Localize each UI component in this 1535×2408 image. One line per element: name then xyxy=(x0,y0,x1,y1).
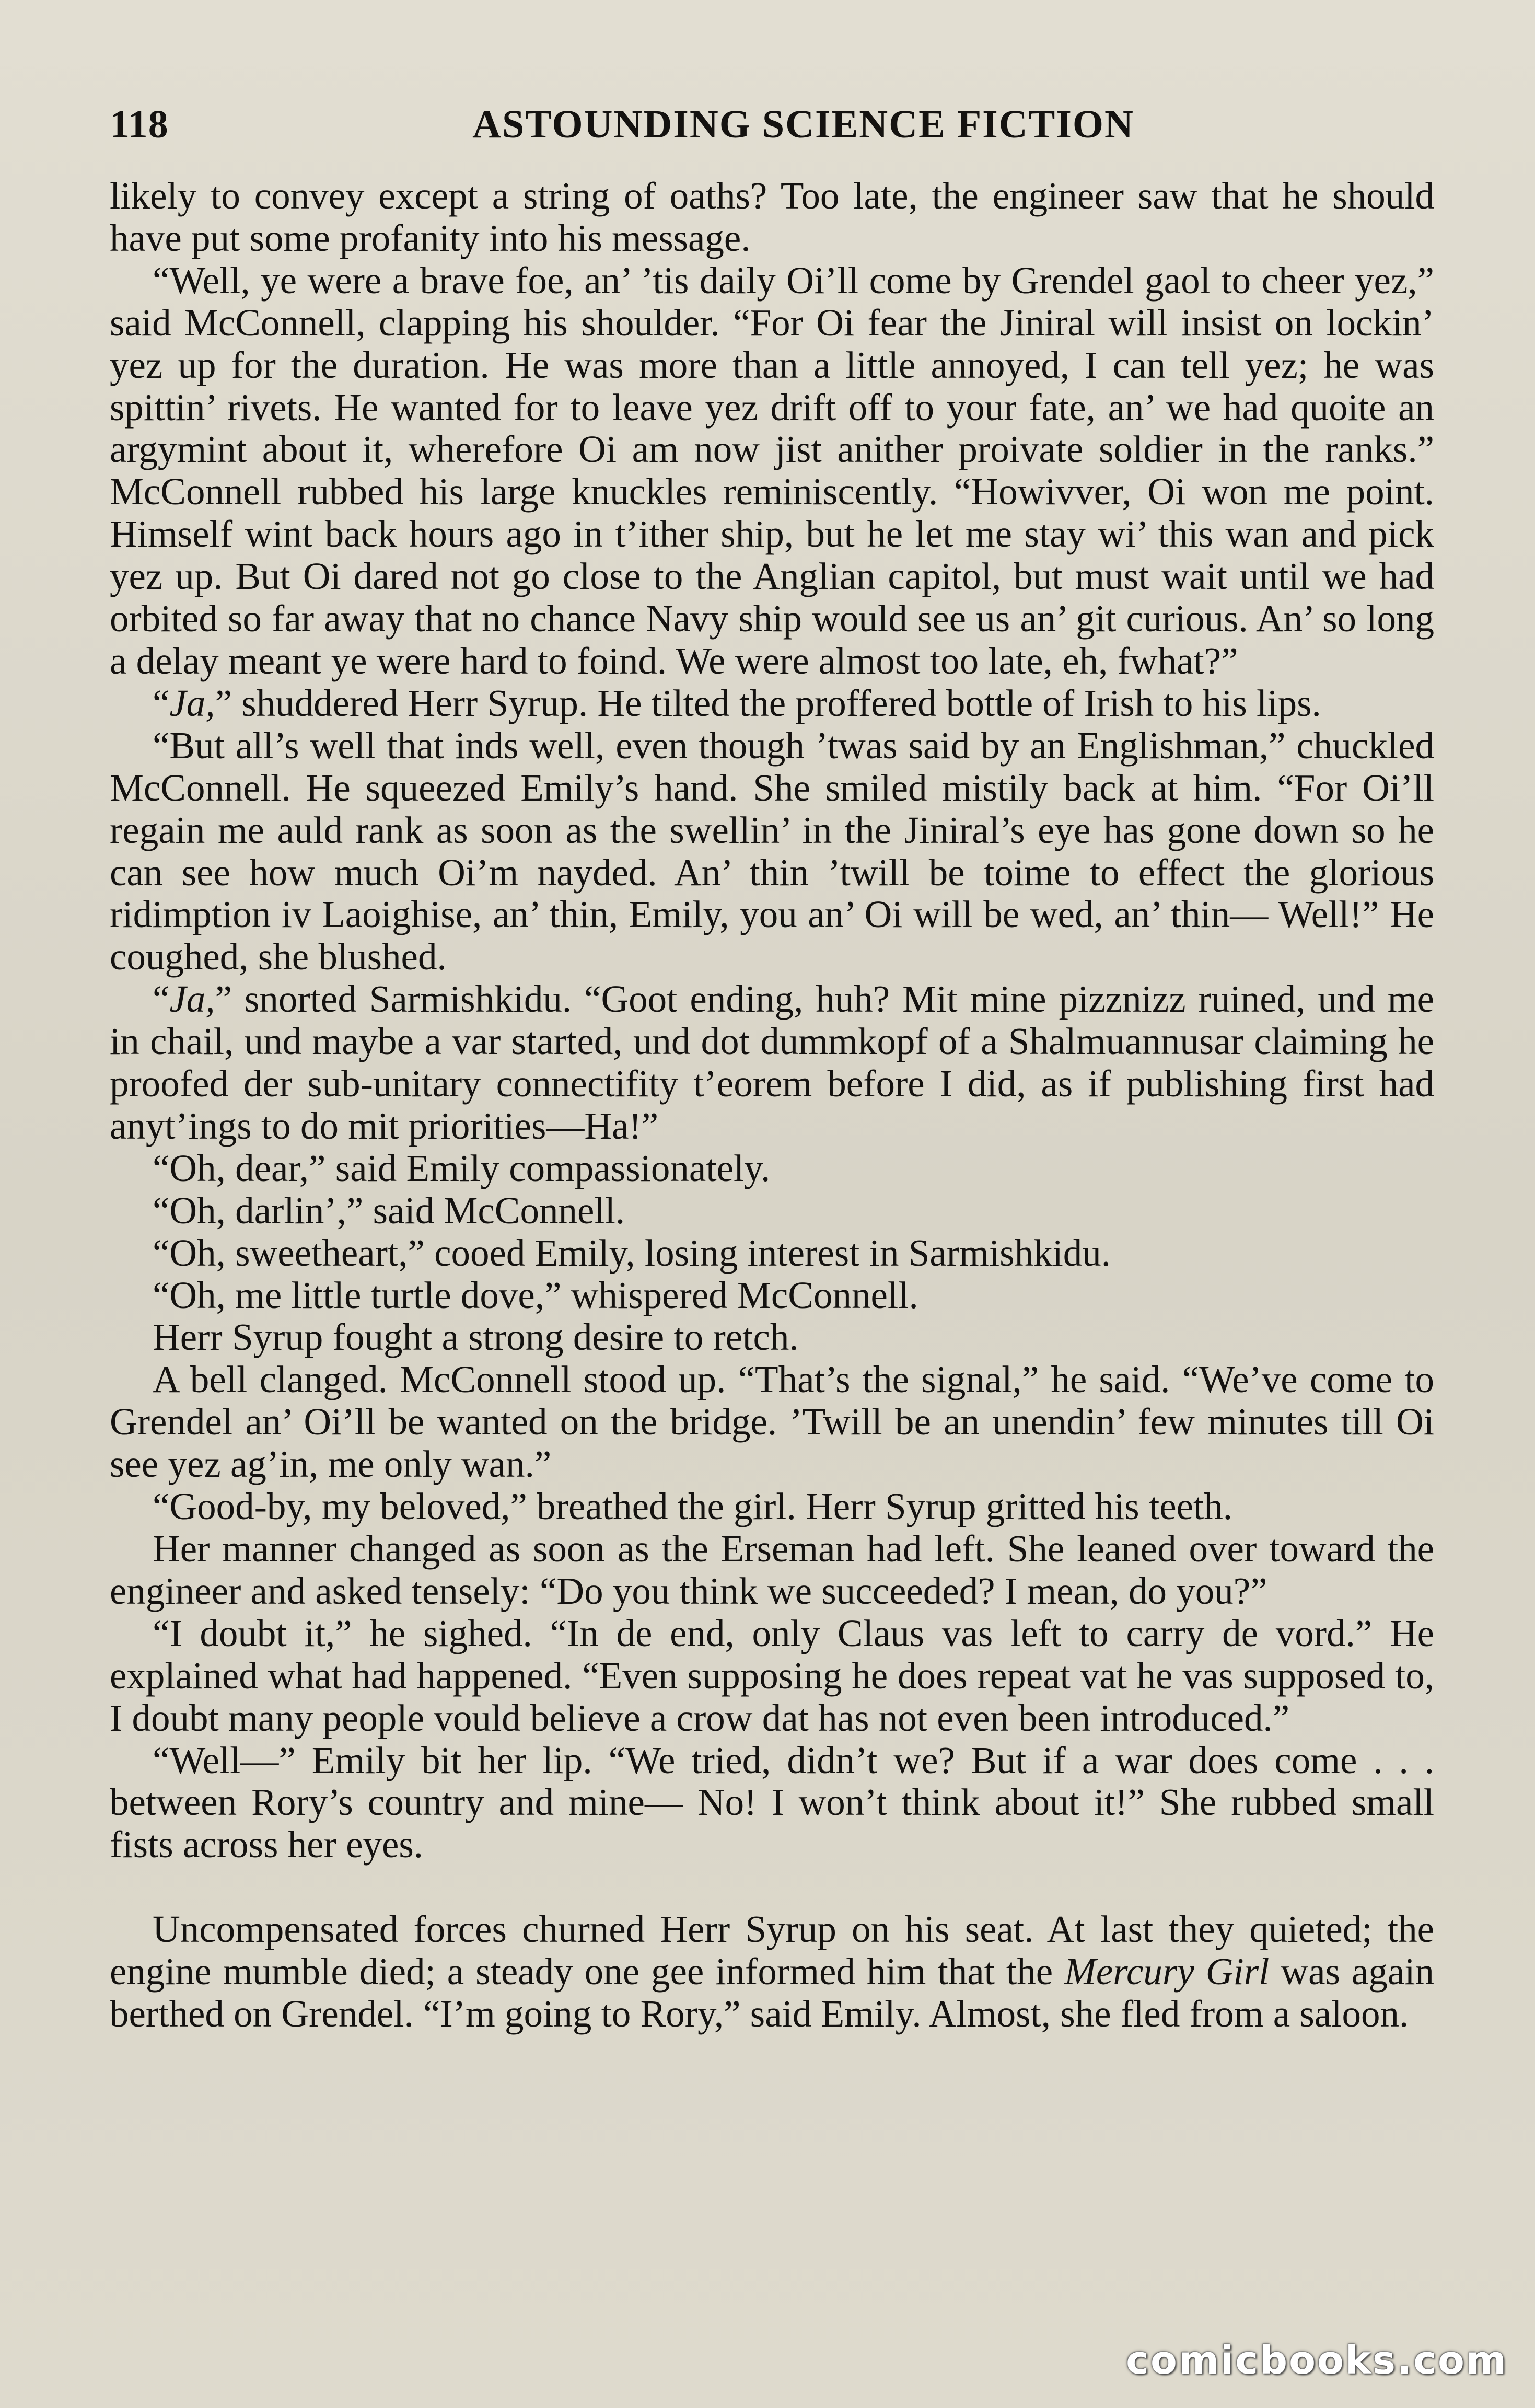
body-text xyxy=(110,175,1434,2035)
paragraph xyxy=(110,1740,1434,1867)
text-run: “Oh, dear,” said Emily compassionately. xyxy=(153,1147,771,1189)
paragraph xyxy=(110,1486,1434,1528)
text-run: “But all’s well that inds well, even though ’twas said by an Englishman,” chuckled McConnell. He squeezed Emily’s hand. She smiled mistily back at him. “For Oi’ll regain me auld rank as soon as the swellin’ in the Jiniral’s eye has gone down so he can see how much Oi’m nayded. An’ thin ’twill be toime to effect the glorious ridimption iv Laoighise, an’ thin, Emily, you an’ Oi will be wed, an’ thin— Well!” He coughed, she blushed. xyxy=(110,724,1434,978)
text-run: ” snorted Sarmishkidu. “Goot ending, huh? Mit mine pizznizz ruined, und me in chail, und maybe a var started, und dot dummkopf of a Shalmuannusar claiming he proofed der sub-unitary connectifity t’eorem before I did, as if publishing first had anyt’ings to do mit priorities—Ha!” xyxy=(110,978,1434,1147)
text-run: Herr Syrup fought a strong desire to retch. xyxy=(153,1316,799,1359)
text-run: “Oh, sweetheart,” cooed Emily, losing interest in Sarmishkidu. xyxy=(153,1231,1111,1274)
text-run: was again berthed on Grendel. “I’m going to Rory,” said Emily. Almost, she fled from a saloon. xyxy=(110,1950,1434,2035)
paragraph xyxy=(110,1190,1434,1232)
page-header xyxy=(110,102,1434,159)
text-run: likely to convey except a string of oaths? Too late, the engineer saw that he should have put some profanity into his message. xyxy=(110,175,1434,259)
paragraph xyxy=(110,1232,1434,1275)
page-number: 118 xyxy=(110,102,169,146)
text-run: “I doubt it,” he sighed. “In de end, only Claus vas left to carry de vord.” He explained what had happened. “Even supposing he does repeat vat he vas supposed to, I doubt many people vould believe a crow dat has not even been introduced.” xyxy=(110,1612,1434,1739)
text-run: Uncompensated forces churned Herr Syrup on his seat. At last they quieted; the engine mumble died; a steady one gee informed him that the xyxy=(110,1908,1434,1993)
paragraph xyxy=(110,1148,1434,1190)
italic-text: Mercury Girl xyxy=(1064,1950,1270,1993)
paragraph xyxy=(110,1275,1434,1317)
text-run: “Oh, darlin’,” said McConnell. xyxy=(153,1189,625,1232)
text-run: “Well—” Emily bit her lip. “We tried, didn’t we? But if a war does come . . . between Rory’s country and mine— No! I won’t think about it!” She rubbed small fists across her eyes. xyxy=(110,1739,1434,1866)
running-title: ASTOUNDING SCIENCE FICTION xyxy=(472,102,1134,146)
text-run: “Well, ye were a brave foe, an’ ’tis daily Oi’ll come by Grendel gaol to cheer yez,” said McConnell, clapping his shoulder. “For Oi fear the Jiniral will insist on lockin’ yez up for the duration. He was more than a little annoyed, I can tell yez; he was spittin’ rivets. He wanted for to leave yez drift off to your fate, an’ we had quoite an argymint about it, wherefore Oi am now jist anither proivate soldier in the ranks.” McConnell rubbed his large knuckles reminiscently. “Howivver, Oi won me point. Himself wint back hours ago in t’ither ship, but he let me stay wi’ this wan and pick yez up. But Oi dared not go close to the Anglian capitol, but must wait until we had orbited so far away that no chance Navy ship would see us an’ git curious. An’ so long a delay meant ye were hard to foind. We were almost too late, eh, fwhat?” xyxy=(110,259,1434,682)
watermark: comicbooks.com xyxy=(1126,2338,1508,2383)
paragraph xyxy=(110,1613,1434,1740)
paragraph xyxy=(110,260,1434,682)
paragraph xyxy=(110,1908,1434,2035)
paragraph xyxy=(110,978,1434,1148)
text-run: Her manner changed as soon as the Erseman had left. She leaned over toward the engineer and asked tensely: “Do you think we succeeded? I mean, do you?” xyxy=(110,1527,1434,1612)
paragraph xyxy=(110,1528,1434,1613)
paragraph xyxy=(110,1359,1434,1486)
text-run: “Good-by, my beloved,” breathed the girl. Herr Syrup gritted his teeth. xyxy=(153,1485,1233,1528)
paragraph xyxy=(110,682,1434,725)
paragraph xyxy=(110,725,1434,978)
text-run: “ xyxy=(153,681,170,724)
text-run: ” shuddered Herr Syrup. He tilted the proffered bottle of Irish to his lips. xyxy=(215,681,1321,724)
text-run: “Oh, me little turtle dove,” whispered McConnell. xyxy=(153,1274,918,1316)
italic-text: Ja, xyxy=(169,978,215,1021)
paragraph xyxy=(110,175,1434,260)
text-run: “ xyxy=(153,978,170,1021)
italic-text: Ja, xyxy=(169,681,215,724)
paragraph xyxy=(110,1316,1434,1359)
text-run: A bell clanged. McConnell stood up. “That’s the signal,” he said. “We’ve come to Grendel an’ Oi’ll be wanted on the bridge. ’Twill be an unendin’ few minutes till Oi see yez ag’in, me only wan.” xyxy=(110,1358,1434,1486)
